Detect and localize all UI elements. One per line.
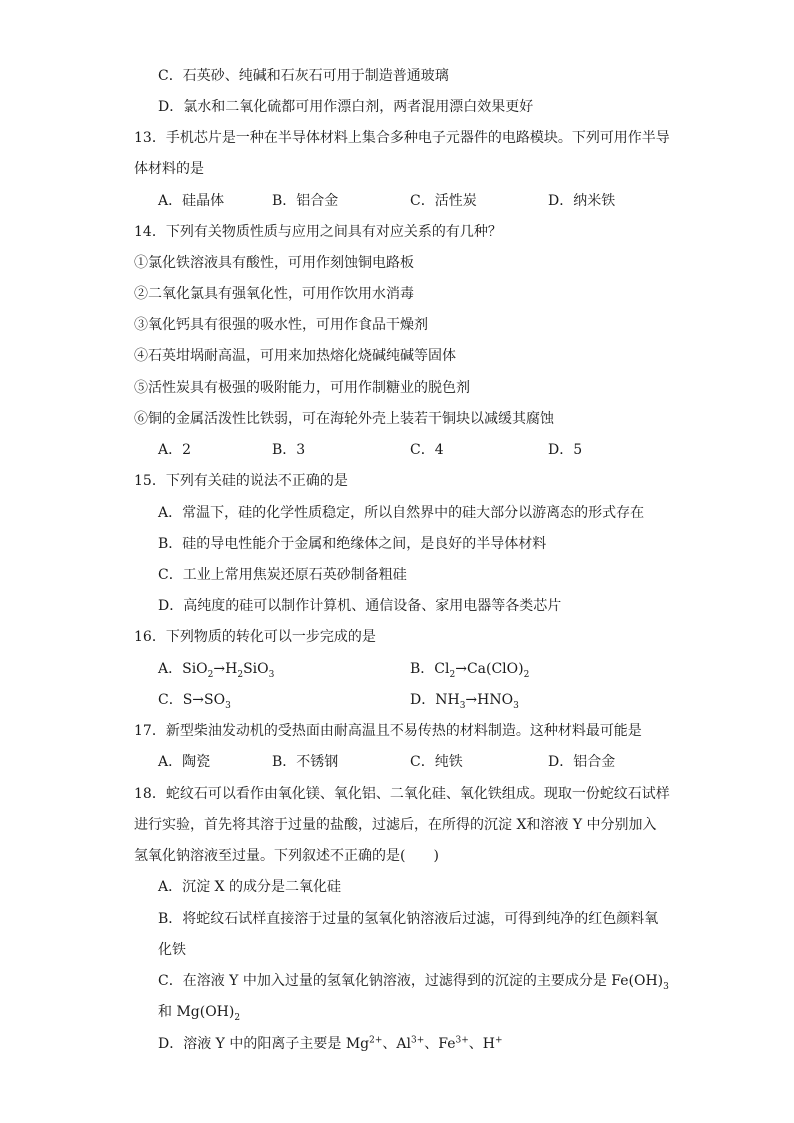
q13-option-d: D．纳米铁 [548,193,616,209]
q12-option-c: C．石英砂、纯碱和石灰石可用于制造普通玻璃 [158,68,449,84]
q15-option-d: D．高纯度的硅可以制作计算机、通信设备、家用电器等各类芯片 [158,598,562,614]
q18-option-b-line2: 化铁 [158,942,186,958]
q18-stem-line2: 进行实验，首先将其溶于过量的盐酸，过滤后，在所得的沉淀 X和溶液 Y 中分别加入 [134,817,657,833]
q17-option-b: B．不锈钢 [272,754,339,770]
q18-option-b-line1: B．将蛇纹石试样直接溶于过量的氢氧化钠溶液后过滤，可得到纯净的红色颜料氧 [158,911,659,927]
q14-item-2: ②二氧化氯具有强氧化性，可用作饮用水消毒 [134,286,414,302]
q14-item-4: ④石英坩埚耐高温，可用来加热熔化烧碱纯碱等固体 [134,348,456,364]
q13-stem-line1: 13．手机芯片是一种在半导体材料上集合多种电子元器件的电路模块。下列可用作半导 [134,130,670,146]
q14-item-3: ③氧化钙具有很强的吸水性，可用作食品干燥剂 [134,317,428,333]
q13-option-b: B．铝合金 [272,193,339,209]
q18-option-c-line1: C．在溶液 Y 中加入过量的氢氧化钠溶液，过滤得到的沉淀的主要成分是 $Fe(OH)_3$ [158,973,669,992]
q16-option-b: B．$Cl_2\to Ca(ClO)_2$ [410,661,530,680]
q17-option-a: A．陶瓷 [158,754,211,770]
q13-option-a: A．硅晶体 [158,193,225,209]
q15-option-a: A．常温下，硅的化学性质稳定，所以自然界中的硅大部分以游离态的形式存在 [158,505,645,521]
q14-stem: 14．下列有关物质性质与应用之间具有对应关系的有几种？ [134,224,502,240]
q14-item-5: ⑤活性炭具有极强的吸附能力，可用作制糖业的脱色剂 [134,380,470,396]
q18-option-a: A．沉淀 X 的成分是二氧化硅 [158,879,341,895]
q14-option-a: A．2 [158,442,192,458]
q16-option-c: C．$S\to SO_3$ [158,692,231,711]
q16-option-d: D．$NH_3\to HNO_3$ [410,692,519,711]
q16-option-a: A．$SiO_2\to H_2SiO_3$ [158,661,275,680]
q17-stem: 17．新型柴油发动机的受热面由耐高温且不易传热的材料制造。这种材料最可能是 [134,723,642,739]
q14-item-1: ①氯化铁溶液具有酸性，可用作刻蚀铜电路板 [134,255,414,271]
q18-stem-line3: 氢氧化钠溶液至过量。下列叙述不正确的是( ) [134,848,439,864]
q12-option-d: D．氯水和二氧化硫都可用作漂白剂，两者混用漂白效果更好 [158,99,534,115]
q18-option-d: D．溶液 Y 中的阳离子主要是 $Mg^{2+}$、$Al^{3+}$、$Fe^{3+}$、H+ [158,1035,503,1052]
q15-stem: 15．下列有关硅的说法不正确的是 [134,473,348,489]
q14-item-6: ⑥铜的金属活泼性比铁弱，可在海轮外壳上装若干铜块以减缓其腐蚀 [134,411,554,427]
q16-stem: 16．下列物质的转化可以一步完成的是 [134,629,376,645]
q14-option-d: D．5 [548,442,583,458]
q17-option-c: C．纯铁 [410,754,463,770]
q17-option-d: D．铝合金 [548,754,616,770]
q15-option-c: C．工业上常用焦炭还原石英砂制备粗硅 [158,567,407,583]
q13-stem-line2: 体材料的是 [134,161,204,177]
q13-option-c: C．活性炭 [410,193,477,209]
q15-option-b: B．硅的导电性能介于金属和绝缘体之间，是良好的半导体材料 [158,536,547,552]
q18-stem-line1: 18．蛇纹石可以看作由氧化镁、氧化铝、二氧化硅、氧化铁组成。现取一份蛇纹石试样 [134,786,670,802]
q14-option-b: B．3 [272,442,306,458]
q14-option-c: C．4 [410,442,444,458]
q18-option-c-line2: 和 $Mg(OH)_2$ [158,1004,241,1023]
